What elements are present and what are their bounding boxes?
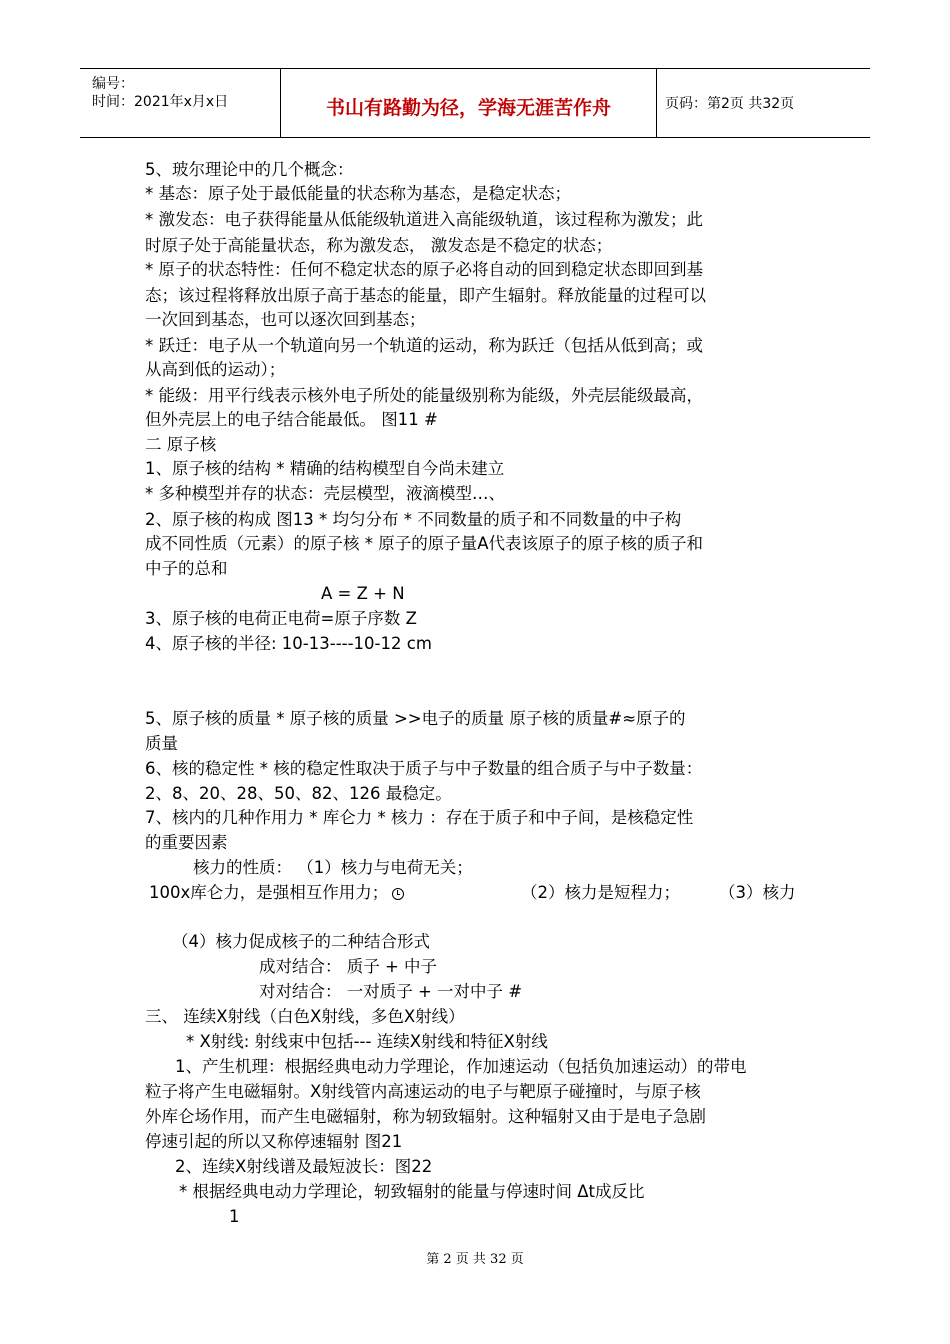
section-heading: 三、 连续X射线（白色X射线，多色X射线） — [145, 1007, 465, 1026]
text-line: 3、原子核的电荷正电荷=原子序数 Z — [145, 609, 417, 628]
text-line: * 原子的状态特性：任何不稳定状态的原子必将自动的回到稳定状态即回到基 — [145, 260, 703, 279]
text-line: 的重要因素 — [145, 833, 228, 852]
number-label: 编号： — [92, 76, 134, 92]
text-line: 中子的总和 — [145, 559, 228, 578]
text-line: 2、8、20、28、50、82、126 最稳定。 — [145, 784, 452, 803]
text-line: 外库仑场作用，而产生电磁辐射，称为轫致辐射。这种辐射又由于是电子急剧 — [145, 1107, 706, 1126]
text-line: 2、连续X射线谱及最短波长：图22 — [175, 1157, 433, 1176]
text-line: （3）核力 — [719, 883, 796, 902]
clock-icon — [392, 888, 404, 900]
text-line: * 根据经典电动力学理论，轫致辐射的能量与停速时间 Δt成反比 — [179, 1182, 645, 1201]
motto: 书山有路勤为径，学海无涯苦作舟 — [325, 97, 611, 119]
text-line: * 基态：原子处于最低能量的状态称为基态，是稳定状态； — [145, 184, 571, 203]
text-segment: 100x库仑力，是强相互作用力； — [149, 883, 389, 902]
header-left-cell — [80, 69, 281, 137]
text-line: * 跃迁：电子从一个轨道向另一个轨道的运动，称为跃迁（包括从低到高；或 — [145, 336, 703, 355]
text-line: 一次回到基态，也可以逐次回到基态； — [145, 310, 426, 329]
text-line: 5、玻尔理论中的几个概念： — [145, 160, 354, 179]
text-line: 粒子将产生电磁辐射。X射线管内高速运动的电子与靶原子碰撞时，与原子核 — [145, 1082, 701, 1101]
text-line: 1 — [229, 1207, 240, 1226]
text-line: 但外壳层上的电子结合能最低。 图11 # — [145, 410, 438, 429]
text-line: 4、原子核的半径: 10-13----10-12 cm — [145, 634, 432, 653]
text-line: 时原子处于高能量状态，称为激发态， 激发态是不稳定的状态； — [145, 236, 613, 255]
text-line: 态；该过程将释放出原子高于基态的能量，即产生辐射。释放能量的过程可以 — [145, 286, 706, 305]
text-line: 核力的性质： （1）核力与电荷无关； — [193, 858, 473, 877]
text-line: 6、核的稳定性 * 核的稳定性取决于质子与中子数量的组合质子与中子数量： — [145, 759, 703, 778]
text-line: 成对结合： 质子 + 中子 — [259, 957, 438, 976]
header-right-cell — [657, 69, 870, 137]
text-line: 1、产生机理：根据经典电动力学理论，作加速运动（包括负加速运动）的带电 — [175, 1057, 747, 1076]
text-line: * 激发态：电子获得能量从低能级轨道进入高能级轨道，该过程称为激发；此 — [145, 210, 703, 229]
text-line: * X射线: 射线束中包括--- 连续X射线和特征X射线 — [186, 1032, 548, 1051]
formula: A = Z + N — [321, 584, 405, 603]
text-line: 停速引起的所以又称停速辐射 图21 — [145, 1132, 403, 1151]
text-line: 2、原子核的构成 图13 * 均匀分布 * 不同数量的质子和不同数量的中子构 — [145, 510, 682, 529]
text-line: （4）核力促成核子的二种结合形式 — [172, 932, 430, 951]
text-line: 5、原子核的质量 * 原子核的质量 >>电子的质量 原子核的质量#≈原子的 — [145, 709, 686, 728]
text-line — [149, 881, 408, 905]
text-line: （2）核力是短程力； — [521, 883, 680, 902]
text-line: 质量 — [145, 734, 178, 753]
text-line: * 多种模型并存的状态：壳层模型，液滴模型…、 — [145, 484, 505, 503]
text-line: 对对结合： 一对质子 + 一对中子 # — [259, 982, 523, 1001]
text-line: 7、核内的几种作用力 * 库仑力 * 核力 ：存在于质子和中子间，是核稳定性 — [145, 808, 694, 827]
time-label: 时间：2021年x月x日 — [92, 94, 229, 110]
page-info: 页码：第2页 共32页 — [665, 96, 795, 112]
text-line: * 能级：用平行线表示核外电子所处的能量级别称为能级，外壳层能级最高， — [145, 386, 703, 405]
header-mid-cell — [281, 69, 657, 137]
section-heading: 二 原子核 — [145, 435, 217, 454]
header-table — [80, 68, 870, 138]
text-line: 从高到低的运动）； — [145, 360, 286, 379]
text-line: 1、原子核的结构 * 精确的结构模型自今尚未建立 — [145, 459, 505, 478]
page-footer: 第 2 页 共 32 页 — [426, 1252, 524, 1267]
text-line: 成不同性质（元素）的原子核 * 原子的原子量A代表该原子的原子核的质子和 — [145, 534, 704, 553]
